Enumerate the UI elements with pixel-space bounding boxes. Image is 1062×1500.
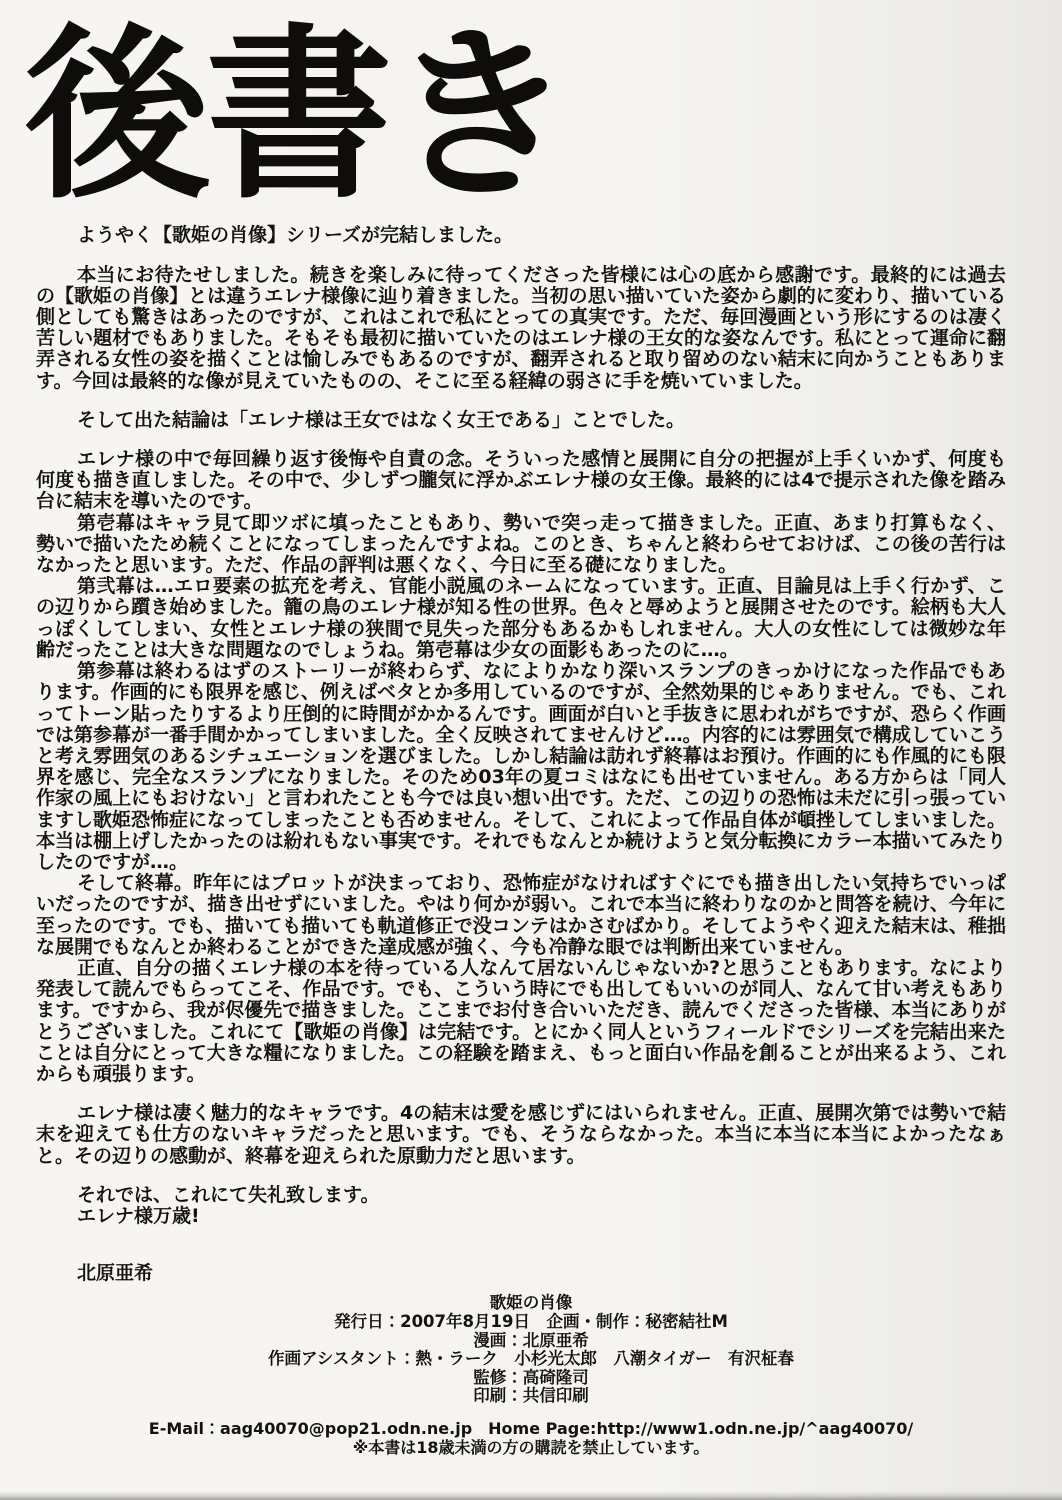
publication-line: 発行日：2007年8月19日 企画・制作：秘密結社M [334,1311,728,1331]
afterword-paragraph: 本当にお待たせしました。続きを楽しみに待ってくださった皆様には心の底から感謝です。最終的には過去の【歌姫の肖像】とは違うエレナ様像に辿り着きました。当初の思い描いていた姿から劇的に変わり、描いている側としても驚きはあったのですが、これはこれで私にとっての真実です。ただ、毎回漫画という形にするのは凄く苦しい題材でもありました。そもそも最初に描いていたのはエレナ様の王女的な姿なんです。私にとって運命に翻弄される女性の姿を描くことは愉しみでもあるのですが、翻弄されると取り留めのない結末に向かうこともあります。今回は最終的な像が見えていたものの、そこに至る経緯の弱さに手を焼いていました。 [36,263,1006,392]
afterword-paragraph: 正直、自分の描くエレナ様の本を待っている人なんて居ないんじゃないか?と思うこともあります。なにより発表して読んでもらってこそ、作品です。でも、こういう時にでも出してもいいのが同人、なんて甘い考えもあります。ですから、我が侭優先で描きました。ここまでお付き合いいただき、読んでくださった皆様、本当にありがとうございました。これにて【歌姫の肖像】は完結です。とにかく同人というフィールドでシリーズを完結出来たことは自分にとって大きな糧になりました。この経験を踏まえ、もっと面白い作品を創ることが出来るよう、これからも頑張ります。 [36,956,1006,1085]
age-restriction-notice: ※本書は18歳未満の方の購読を禁止しています。 [352,1437,710,1457]
contact-line: E-Mail：aag40070@pop21.odn.ne.jp Home Page:http://www1.odn.ne.jp/^aag40070/ [148,1418,914,1438]
printer-credit: 印刷：共信印刷 [473,1386,589,1406]
afterword-paragraph: 第弐幕は…エロ要素の拡充を考え、官能小説風のネームになっています。正直、目論見は上手く行かず、この辺りから躓き始めました。籠の鳥のエレナ様が知る性の世界。色々と辱めようと展開させたのです。絵柄も大人っぽくしてしまい、女性とエレナ様の狭間で見失った部分もあるかもしれません。大人の女性にしては微妙な年齢だったことは大きな問題なのでしょうね。第壱幕は少女の面影もあったのに…。 [36,575,1006,661]
closing-remark: それでは、これにて失礼致します。 [77,1183,380,1206]
doujin-title: 歌姫の肖像 [489,1293,573,1313]
supervisor-credit: 監修：高碕隆司 [473,1367,589,1387]
assistant-credit: 作画アシスタント：熱・ラーク 小杉光太郎 八潮タイガー 有沢柾春 [267,1349,795,1369]
afterword-body [0,211,1062,1284]
afterword-paragraph: そして終幕。昨年にはプロットが決まっており、恐怖症がなければすぐにでも描き出したい気持ちでいっぱいだったのですが、描き出せずにいました。やはり何かが弱い。これで本当に終わりなのかと問答を続け、今年に至ったのです。でも、描いても描いても軌道修正で没コンテはかさむばかり。そしてようやく迎えた結末は、稚拙な展開でもなんとか終わることができた達成感が強く、今も冷静な眼では判断出来ていません。 [36,872,1006,958]
afterword-paragraph: 第壱幕はキャラ見て即ツボに填ったこともあり、勢いで突っ走って描きました。正直、あまり打算もなく、勢いで描いたため続くことになってしまったんですよね。このとき、ちゃんと終わらせておけば、この後の苦行はなかったと思います。ただ、作品の評判は悪くなく、今日に至る礎になりました。 [36,511,1006,577]
afterword-paragraph: 第参幕は終わるはずのストーリーが終わらず、なによりかなり深いスランプのきっかけになった作品でもあります。作画的にも限界を感じ、例えばベタとか多用しているのですが、全然効果的じゃありません。でも、これってトーン貼ったりするより圧倒的に時間がかかるんです。画面が白いと手抜きに思われがちですが、恐らく作画では第参幕が一番手間かかってしまいました。全く反映されてませんけど…。内容的には雰囲気で構成していこうと考え雰囲気のあるシチュエーションを選びました。しかし結論は訪れず終幕はお預け。作画的にも作風的にも限界を感じ、完全なスランプになりました。そのため03年の夏コミはなにも出せていません。ある方からは「同人作家の風上にもおけない」と言われたことも今では良い想い出です。ただ、この辺りの恐怖は未だに引っ張っていますし歌姫恐怖症になってしまったことも否めません。そして、これによって作品自体が頓挫してしまいました。本当は棚上げしたかったのは紛れもない事実です。それでもなんとか続けようと気分転換にカラー本描いてみたりしたのですが…。 [36,660,1006,873]
afterword-paragraph: エレナ様の中で毎回繰り返す後悔や自責の念。そういった感情と展開に自分の把握が上手くいかず、何度も何度も描き直しました。その中で、少しずつ朧気に浮かぶエレナ様の女王像。最終的には4で提示された像を踏み台に結末を導いたのです。 [36,448,1006,513]
afterword-paragraph: エレナ様は凄く魅力的なキャラです。4の結末は愛を感じずにはいられません。正直、展開次第では勢いで結末を迎えても仕方のないキャラだったと思います。でも、そうならなかった。本当に本当に本当によかったなぁと。その辺りの感動が、終幕を迎えられた原動力だと思います。 [36,1102,1006,1167]
page-footer [0,1419,1062,1457]
closing-cheer: エレナ様万歳! [77,1204,200,1227]
afterword-paragraph: ようやく【歌姫の肖像】シリーズが完結しました。 [77,224,514,247]
colophon [0,1294,1062,1406]
manga-credit: 漫画：北原亜希 [473,1330,589,1350]
page-title: 後書き [24,5,571,224]
afterword-paragraph: そして出た結論は「エレナ様は王女ではなく女王である」ことでした。 [77,408,686,431]
author-signature: 北原亜希 [77,1262,154,1285]
